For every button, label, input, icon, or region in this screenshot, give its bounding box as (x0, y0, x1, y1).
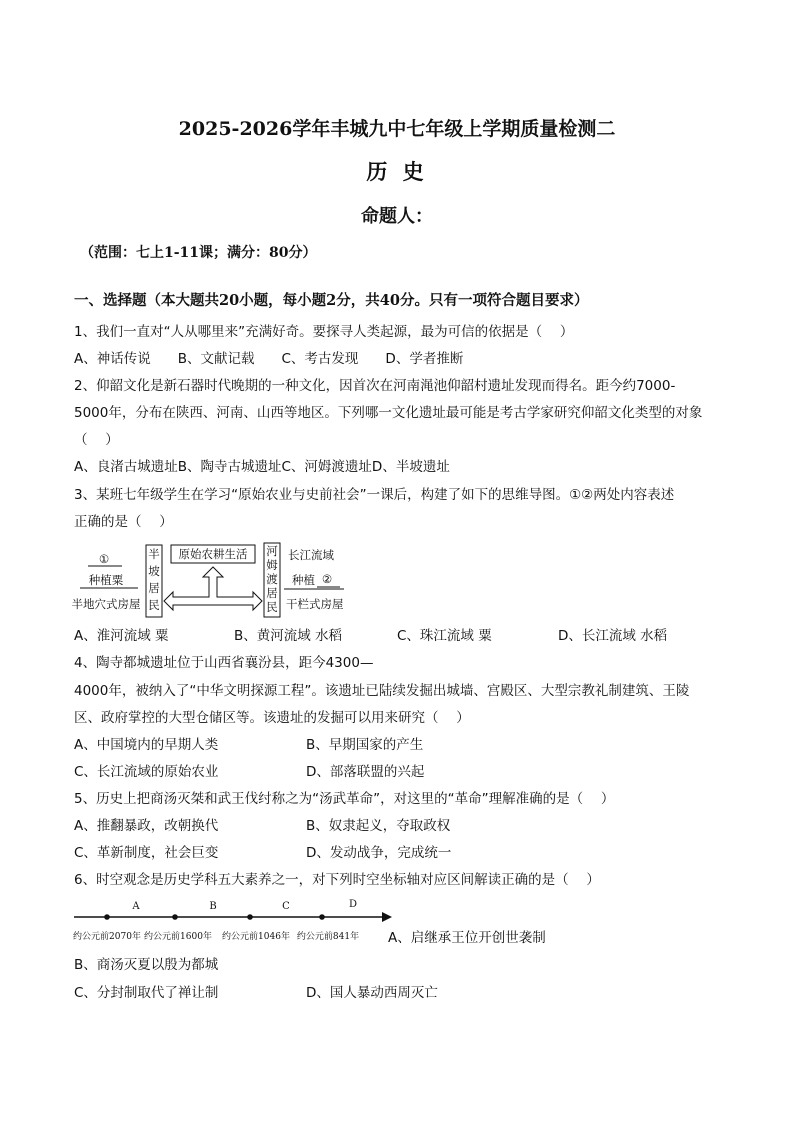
subject-title: 历 史 (366, 159, 428, 184)
q3-option-a: A、淮河流域 粟 (74, 628, 169, 644)
q6-option-b: B、商汤灭夏以殷为都城 (74, 957, 219, 973)
q4-option-b: B、早期国家的产生 (306, 737, 424, 753)
hemudu-char-4: 居 (266, 586, 278, 600)
hemudu-char-1: 河 (266, 544, 278, 558)
q1-options: A、神话传说 B、文献记载 C、考古发现 D、学者推断 (74, 351, 464, 367)
timeline-segment-a: A (132, 901, 140, 912)
timeline-point-1 (104, 914, 110, 920)
q3-option-c: C、珠江流域 粟 (397, 628, 492, 644)
q4-option-d: D、部落联盟的兴起 (306, 764, 425, 780)
q2-stem-line-2: 5000年，分布在陕西、河南、山西等地区。下列哪一文化遗址最可能是考古学家研究仰韶文化类型的对象 (74, 405, 703, 421)
timeline-point-3 (247, 914, 253, 920)
q5-option-b: B、奴隶起义，夺取政权 (306, 818, 451, 834)
banpo-char-4: 民 (148, 598, 160, 612)
q4-stem-line-3: 区、政府掌控的大型仓储区等。该遗址的发掘可以用来研究（ ） (74, 710, 470, 726)
mind-map-blank-2: ② (321, 572, 333, 586)
mind-map-center: 原始农耕生活 (178, 547, 248, 561)
timeline-tick-2: 约公元前1600年 (144, 932, 212, 942)
hemudu-char-3: 渡 (266, 572, 278, 586)
q3-stem-line-1: 3、某班七年级学生在学习“原始农业与史前社会”一课后，构建了如下的思维导图。①②两处内容表述 (74, 487, 675, 503)
timeline-tick-1: 约公元前2070年 (73, 932, 141, 942)
q4-option-a: A、中国境内的早期人类 (74, 737, 219, 753)
q6-option-a: A、启继承王位开创世袭制 (388, 930, 546, 946)
hemudu-char-5: 民 (266, 600, 278, 614)
hemudu-char-2: 姆 (266, 558, 278, 572)
timeline-segment-b: B (209, 901, 217, 912)
exam-scope: （范围：七上1-11课；满分：80分） (80, 245, 317, 261)
timeline-axis (70, 895, 400, 947)
exam-title: 2025-2026学年丰城九中七年级上学期质量检测二 (178, 118, 616, 140)
banpo-char-3: 居 (148, 581, 160, 595)
timeline-point-2 (172, 914, 178, 920)
section-heading: 一、选择题（本大题共20小题，每小题2分，共40分。只有一项符合题目要求） (74, 292, 589, 309)
mind-map-left-crop: 种植粟 (88, 573, 124, 587)
timeline-tick-4: 约公元前841年 (296, 932, 360, 942)
mind-map-left-house: 半地穴式房屋 (71, 597, 141, 611)
q4-stem-line-2: 4000年，被纳入了“中华文明探源工程”。该遗址已陆续发掘出城墙、宫殿区、大型宗教礼制建筑、王陵 (74, 683, 690, 699)
q2-stem-line-1: 2、仰韶文化是新石器时代晚期的一种文化，因首次在河南渑池仰韶村遗址发现而得名。距今约7000- (74, 378, 676, 394)
q6-option-d: D、国人暴动西周灭亡 (306, 985, 438, 1001)
q5-stem: 5、历史上把商汤灭桀和武王伐纣称之为“汤武革命”，对这里的“革命”理解准确的是（ ） (74, 791, 615, 807)
q2-options: A、良渚古城遗址B、陶寺古城遗址C、河姆渡遗址D、半坡遗址 (74, 459, 450, 475)
q5-option-c: C、革新制度，社会巨变 (74, 845, 219, 861)
mind-map-right-house: 干栏式房屋 (286, 597, 344, 611)
banpo-char-1: 半 (148, 547, 160, 561)
banpo-char-2: 坡 (148, 564, 160, 578)
q6-option-c: C、分封制取代了禅让制 (74, 985, 219, 1001)
q5-option-a: A、推翻暴政，改朝换代 (74, 818, 219, 834)
q3-option-b: B、黄河流域 水稻 (234, 628, 343, 644)
timeline-segment-d: D (348, 899, 358, 910)
timeline-arrowhead (382, 912, 392, 922)
mind-map-diagram (70, 540, 370, 620)
timeline-tick-3: 约公元前1046年 (222, 932, 290, 942)
q2-stem-line-3: （ ） (74, 432, 119, 448)
q4-option-c: C、长江流域的原始农业 (74, 764, 219, 780)
q4-stem-line-1: 4、陶寺都城遗址位于山西省襄汾县，距今4300— (74, 655, 374, 671)
q3-option-d: D、长江流域 水稻 (558, 628, 668, 644)
arrow-shape (164, 567, 262, 610)
q5-option-d: D、发动战争，完成统一 (306, 845, 452, 861)
mind-map-right-crop: 种植 (292, 573, 315, 587)
author-line: 命题人： (361, 206, 433, 227)
q1-stem: 1、我们一直对“人从哪里来”充满好奇。要探寻人类起源，最为可信的依据是（ ） (74, 324, 574, 340)
mind-map-blank-1: ① (98, 552, 110, 566)
mind-map-right-region: 长江流域 (288, 548, 334, 562)
q3-stem-line-2: 正确的是（ ） (74, 514, 173, 530)
q6-stem: 6、时空观念是历史学科五大素养之一，对下列时空坐标轴对应区间解读正确的是（ ） (74, 872, 600, 888)
timeline-point-4 (319, 914, 325, 920)
timeline-segment-c: C (282, 901, 290, 912)
